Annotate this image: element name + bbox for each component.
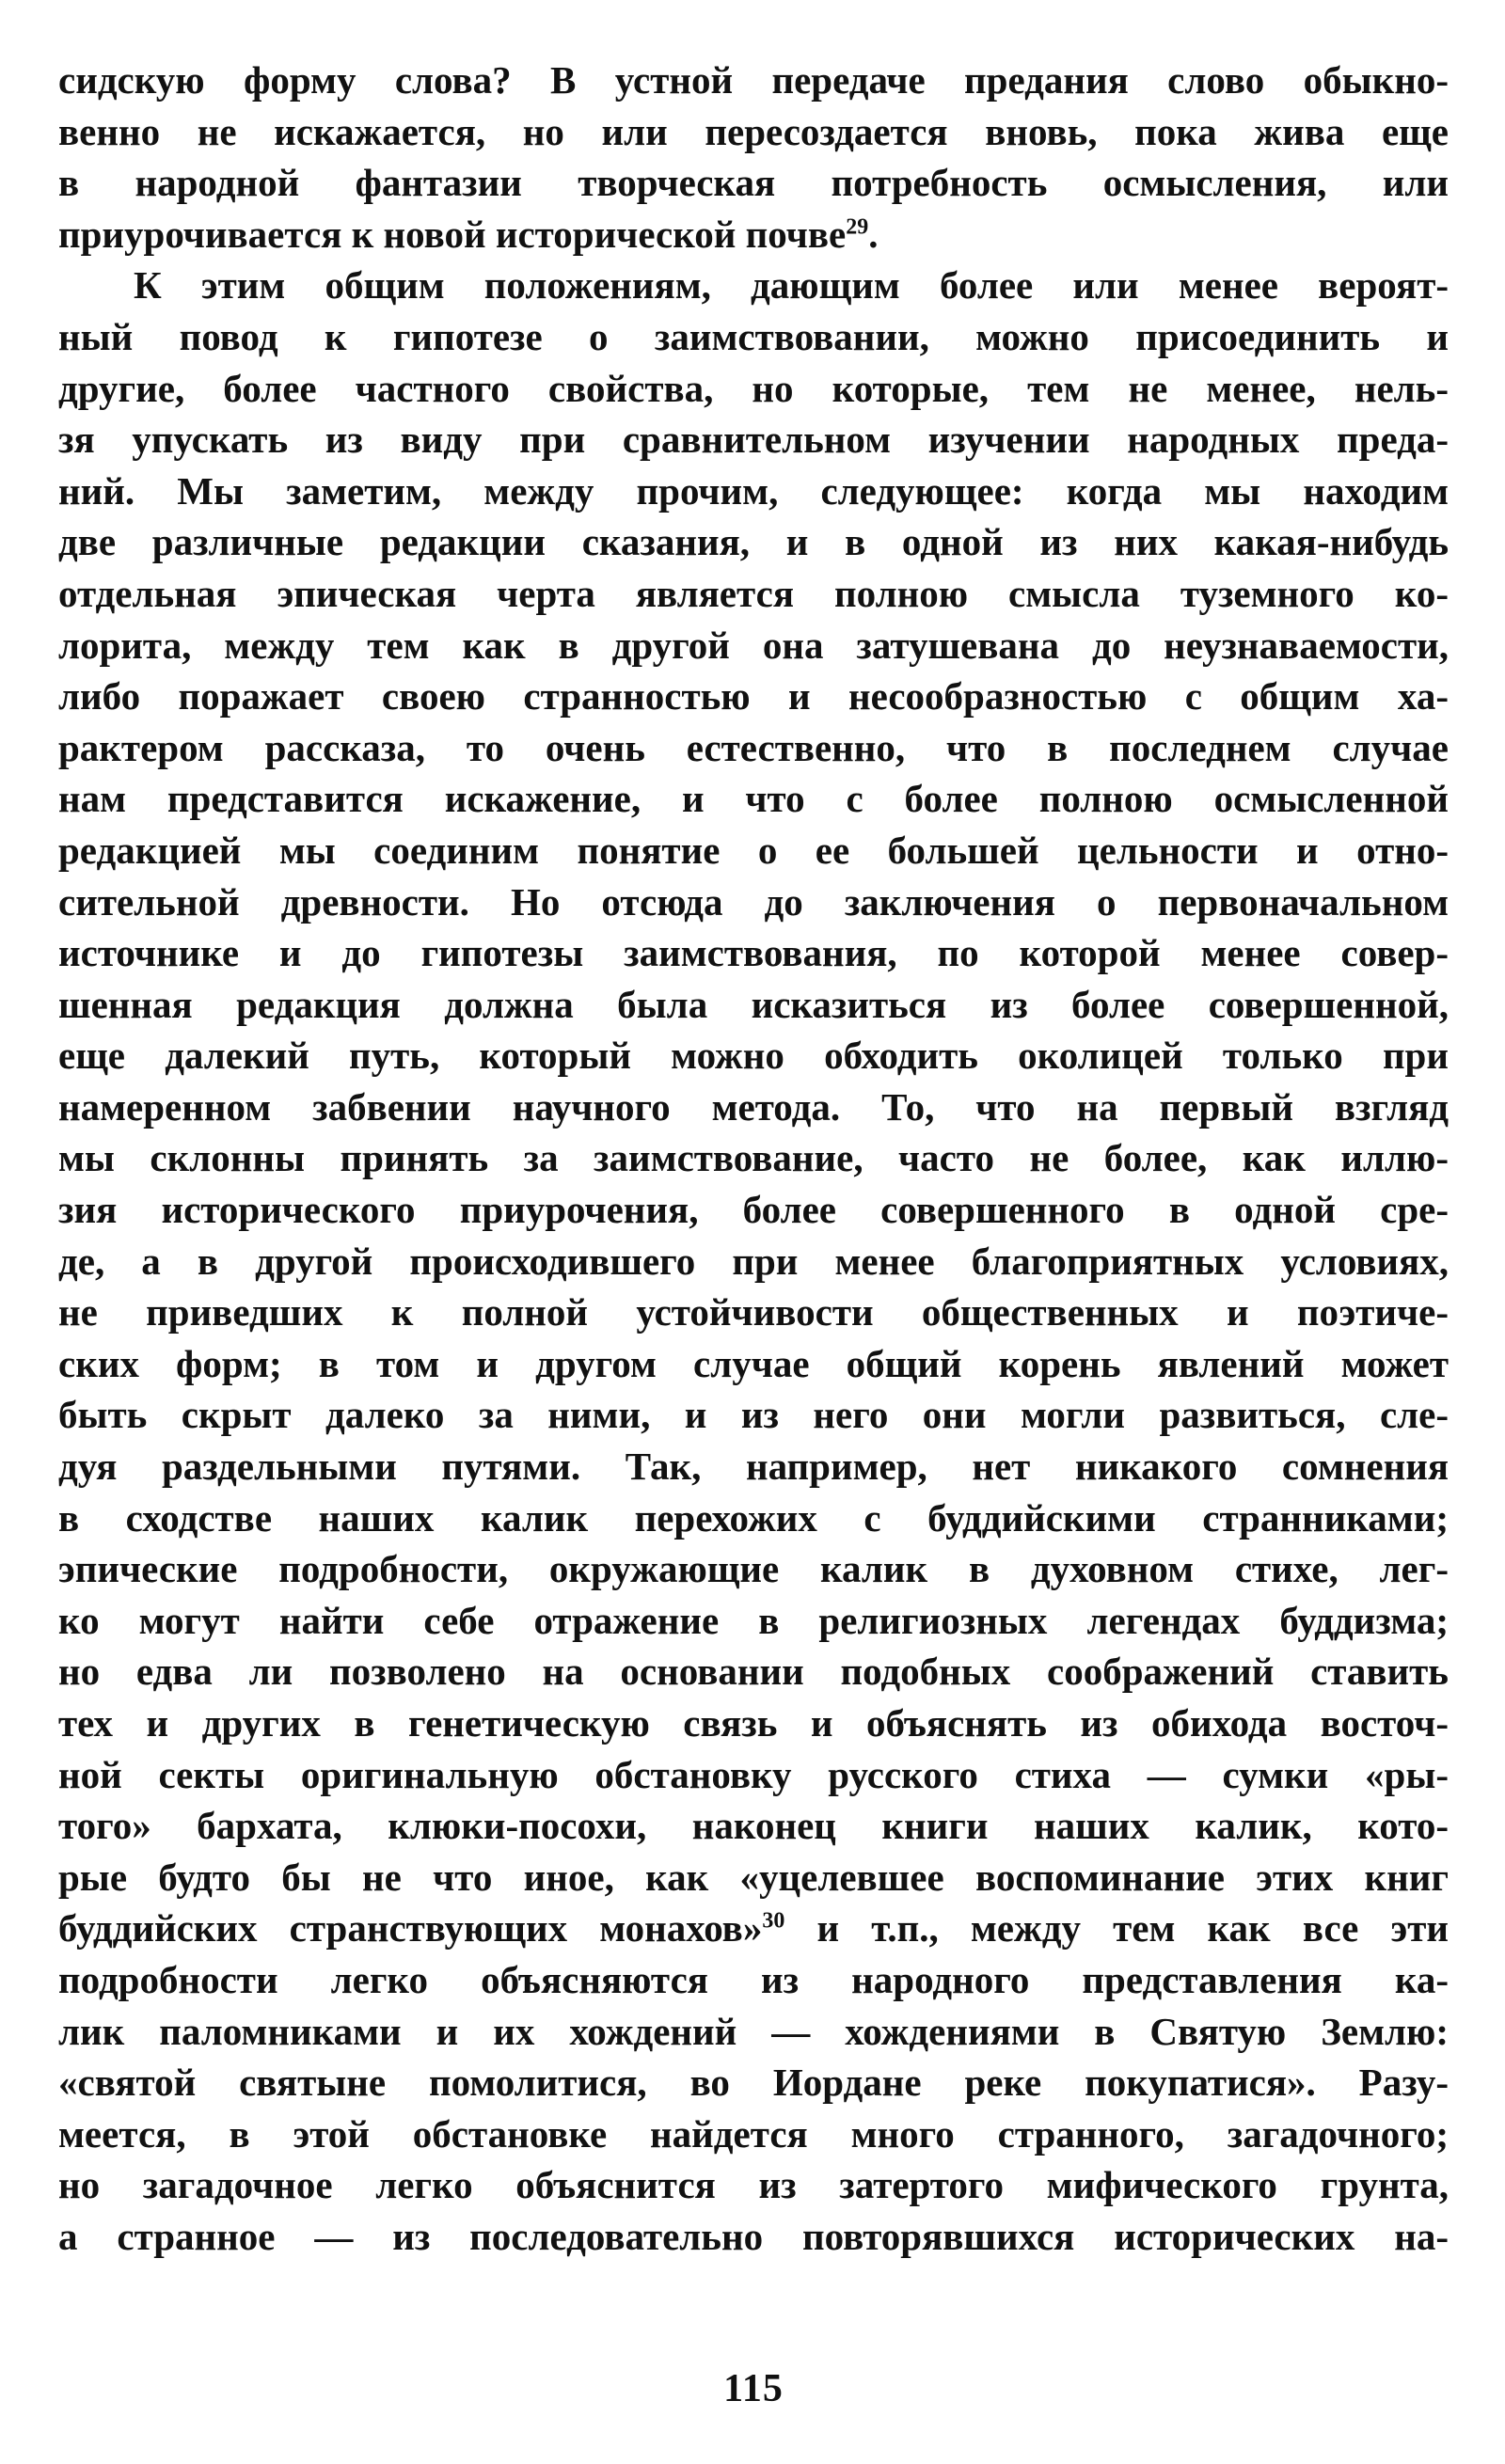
text-line (58, 1749, 1449, 1801)
text-line (58, 157, 1449, 209)
text-line-content: венно не искажается, но или пересоздается вновь, пока жива еще (58, 109, 1449, 153)
text-line (58, 979, 1449, 1031)
text-line (58, 1852, 1449, 1903)
text-line (58, 927, 1449, 979)
text-line (58, 1698, 1449, 1749)
text-line (58, 1954, 1449, 2006)
text-line (58, 1595, 1449, 1647)
text-line-content: ной секты оригинальную обстановку русского стиха — сумки «ры- (58, 1752, 1449, 1796)
text-line-content: того» бархата, клюки-посохи, наконец книги наших калик, кото- (58, 1804, 1449, 1848)
text-line-content: отдельная эпическая черта является полною смысла туземного ко- (58, 571, 1449, 615)
text-line (58, 1236, 1449, 1287)
text-line (58, 1389, 1449, 1441)
text-line-content: сительной древности. Но отсюда до заключения о первоначальном (58, 879, 1449, 924)
text-line (58, 311, 1449, 363)
text-line-content: ских форм; в том и другом случае общий корень явлений может (58, 1341, 1449, 1385)
text-line (58, 55, 1449, 106)
text-line (58, 209, 1449, 261)
text-line-content: нам представится искажение, и что с более полною осмысленной (58, 777, 1449, 821)
text-line-content: ний. Мы заметим, между прочим, следующее: когда мы находим (58, 468, 1449, 513)
text-line-content: источнике и до гипотезы заимствования, по которой менее совер- (58, 931, 1449, 975)
footnote-reference: 30 (762, 1908, 785, 1934)
text-line (58, 1543, 1449, 1595)
text-line-content: ный повод к гипотезе о заимствовании, можно присоединить и (58, 314, 1449, 358)
text-line (58, 1287, 1449, 1338)
text-line-continuation: . (868, 212, 879, 256)
book-page (58, 55, 1449, 2410)
text-line (58, 466, 1449, 517)
text-line (58, 877, 1449, 928)
text-line (58, 1903, 1449, 1954)
text-line-content: в народной фантазии творческая потребность осмысления, или (58, 161, 1449, 205)
text-line (58, 1338, 1449, 1390)
text-line-content: буддийских странствующих монахов» (58, 1906, 763, 1951)
text-line-content: намеренном забвении научного метода. То, что на первый взгляд (58, 1084, 1449, 1129)
text-line (58, 2159, 1449, 2211)
text-line-content: либо поражает своею странностью и несообразностью с общим ха- (58, 674, 1449, 719)
text-line (58, 2057, 1449, 2109)
text-line-content: подробности легко объясняются из народного представления ка- (58, 1957, 1449, 2001)
footnote-reference: 29 (846, 214, 869, 240)
text-line (58, 106, 1449, 158)
text-line (58, 1184, 1449, 1236)
text-line-content: тех и других в генетическую связь и объяснять из обихода восточ- (58, 1701, 1449, 1745)
text-line (58, 1800, 1449, 1852)
text-line-content: но загадочное легко объяснится из затертого мифического грунта, (58, 2163, 1449, 2207)
text-line (58, 773, 1449, 825)
text-line-content: сидскую форму слова? В устной передаче предания слово обыкно- (58, 58, 1449, 102)
text-line-content: де, а в другой происходившего при менее благоприятных условиях, (58, 1239, 1449, 1283)
page-number: 115 (723, 2367, 784, 2410)
text-line-content: «святой святыне помолитися, во Иордане реке покупатися». Разу- (58, 2061, 1449, 2105)
text-line-content: еще далекий путь, который можно обходить околицей только при (58, 1034, 1449, 1078)
text-line (58, 568, 1449, 620)
text-line (58, 1082, 1449, 1133)
text-line (58, 260, 1449, 311)
text-line (58, 1441, 1449, 1493)
body-text (58, 55, 1449, 2263)
text-line (58, 620, 1449, 671)
text-line-content: дуя раздельными путями. Так, например, нет никакого сомнения (58, 1445, 1449, 1489)
text-line-content: другие, более частного свойства, но которые, тем не менее, нель- (58, 366, 1449, 410)
text-line-content: лорита, между тем как в другой она затушевана до неузнаваемости, (58, 623, 1449, 667)
text-line-continuation: и т.п., между тем как все эти (784, 1906, 1449, 1951)
text-line-content: редакцией мы соединим понятие о ее большей цельности и отно- (58, 828, 1449, 872)
text-line (58, 516, 1449, 568)
text-line (58, 2109, 1449, 2160)
text-line (58, 1132, 1449, 1184)
text-line-content: приурочивается к новой исторической почве (58, 212, 847, 256)
text-line-content: рые будто бы не что иное, как «уцелевшее воспоминание этих книг (58, 1855, 1449, 1899)
text-line-content: не приведших к полной устойчивости общественных и поэтиче- (58, 1290, 1449, 1335)
text-line-content: но едва ли позволено на основании подобных соображений ставить (58, 1650, 1449, 1694)
text-line-content: зия исторического приурочения, более совершенного в одной сре- (58, 1188, 1449, 1232)
text-line (58, 2211, 1449, 2263)
text-line (58, 825, 1449, 877)
text-line (58, 1646, 1449, 1698)
text-line-content: эпические подробности, окружающие калик в духовном стихе, лег- (58, 1547, 1449, 1591)
text-line-content: шенная редакция должна была исказиться из более совершенной, (58, 982, 1449, 1026)
text-line-content: ко могут найти себе отражение в религиозных легендах буддизма; (58, 1598, 1449, 1642)
text-line (58, 671, 1449, 722)
text-line-content: две различные редакции сказания, и в одной из них какая-нибудь (58, 520, 1449, 564)
text-line (58, 363, 1449, 415)
text-line-content: мы склонны принять за заимствование, часто не более, как иллю- (58, 1136, 1449, 1180)
text-line (58, 2006, 1449, 2058)
text-line (58, 722, 1449, 774)
text-line-content: меется, в этой обстановке найдется много странного, загадочного; (58, 2111, 1449, 2156)
text-line-content: зя упускать из виду при сравнительном изучении народных преда- (58, 418, 1449, 462)
text-line-content: рактером рассказа, то очень естественно, что в последнем случае (58, 725, 1449, 769)
text-line-content: в сходстве наших калик перехожих с буддийскими странниками; (58, 1495, 1449, 1540)
text-line-content: лик паломниками и их хождений — хождениями в Святую Землю: (58, 2009, 1449, 2053)
text-line (58, 414, 1449, 466)
text-line-content: а странное — из последовательно повторявшихся исторических на- (58, 2214, 1449, 2258)
text-line-content: быть скрыт далеко за ними, и из него они могли развиться, сле- (58, 1393, 1449, 1437)
text-line-content: К этим общим положениям, дающим более или менее вероят- (134, 263, 1449, 308)
text-line (58, 1030, 1449, 1082)
text-line (58, 1493, 1449, 1544)
